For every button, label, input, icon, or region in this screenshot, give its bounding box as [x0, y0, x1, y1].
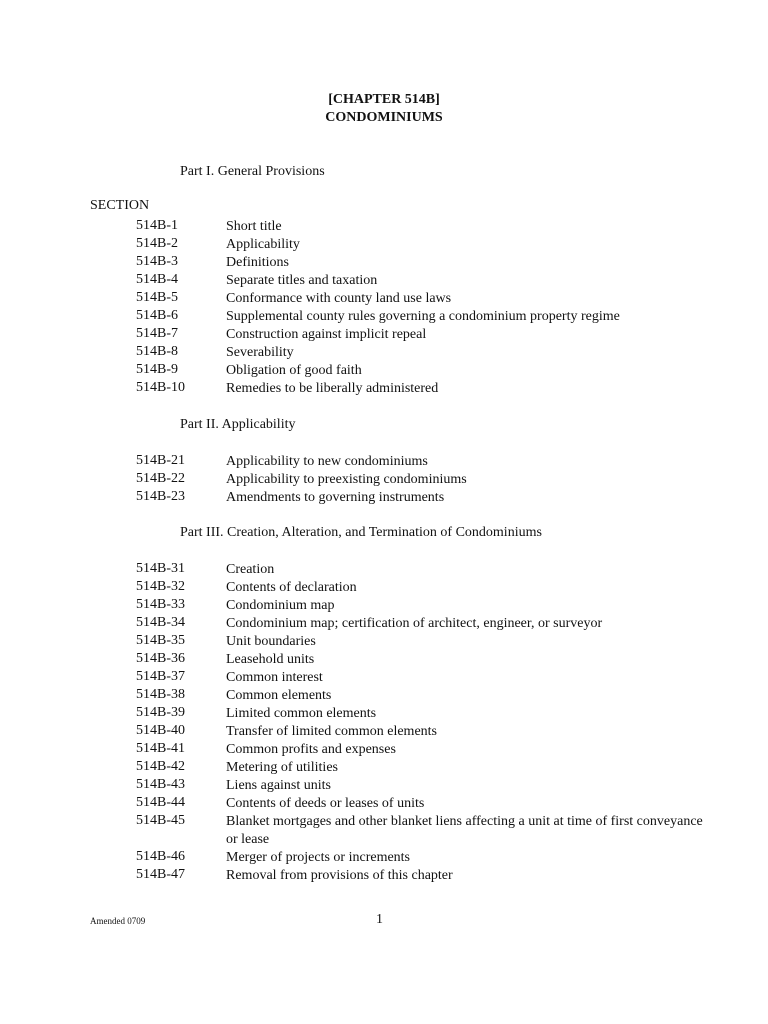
section-title: Contents of declaration: [226, 580, 357, 595]
section-title: Transfer of limited common elements: [226, 724, 437, 739]
list-item: [0, 218, 768, 236]
section-number: 514B-37: [136, 669, 185, 684]
list-item: [0, 326, 768, 344]
section-number: 514B-6: [136, 308, 178, 323]
section-number: 514B-36: [136, 651, 185, 666]
section-number: 514B-23: [136, 489, 185, 504]
section-number: 514B-38: [136, 687, 185, 702]
section-title: Leasehold units: [226, 652, 315, 667]
section-number: 514B-34: [136, 615, 185, 630]
amended-note: Amended 0709: [90, 916, 146, 926]
list-item: [0, 489, 768, 507]
section-title: Limited common elements: [226, 706, 377, 721]
section-number: 514B-39: [136, 705, 185, 720]
section-number: 514B-8: [136, 344, 178, 359]
section-title: Creation: [226, 562, 275, 577]
section-number: 514B-10: [136, 380, 185, 395]
section-label: SECTION: [90, 198, 150, 213]
list-item: [0, 741, 768, 759]
part-3-entries: [0, 561, 768, 885]
section-title: Merger of projects or increments: [226, 850, 411, 865]
section-title: Removal from provisions of this chapter: [226, 868, 453, 883]
list-item: [0, 362, 768, 380]
list-item: [0, 615, 768, 633]
section-title: Contents of deeds or leases of units: [226, 796, 425, 811]
list-item: [0, 795, 768, 813]
list-item: [0, 597, 768, 615]
section-number: 514B-32: [136, 579, 185, 594]
section-title: Common profits and expenses: [226, 742, 396, 757]
section-title: Applicability to preexisting condominiums: [226, 472, 467, 487]
section-number: 514B-45: [136, 813, 185, 828]
section-title: Conformance with county land use laws: [226, 291, 452, 306]
list-item: [0, 867, 768, 885]
part-1-heading: Part I. General Provisions: [180, 164, 325, 179]
part-2-heading: Part II. Applicability: [180, 417, 296, 432]
list-item: [0, 777, 768, 795]
section-title: Metering of utilities: [226, 760, 338, 775]
section-number: 514B-22: [136, 471, 185, 486]
section-title: Short title: [226, 219, 282, 234]
chapter-title: CONDOMINIUMS: [325, 110, 443, 125]
list-item: [0, 849, 768, 867]
section-number: 514B-3: [136, 254, 178, 269]
section-number: 514B-47: [136, 867, 185, 882]
list-item: [0, 344, 768, 362]
list-item: [0, 633, 768, 651]
list-item: [0, 813, 768, 849]
list-item: [0, 723, 768, 741]
section-title: Common interest: [226, 670, 323, 685]
section-number: 514B-5: [136, 290, 178, 305]
section-title: Applicability to new condominiums: [226, 454, 428, 469]
page-number: 1: [376, 912, 383, 927]
list-item: [0, 453, 768, 471]
part-1-entries: [0, 218, 768, 398]
section-number: 514B-43: [136, 777, 185, 792]
section-title: Separate titles and taxation: [226, 273, 378, 288]
section-title: Unit boundaries: [226, 634, 316, 649]
list-item: [0, 759, 768, 777]
list-item: [0, 651, 768, 669]
list-item: [0, 561, 768, 579]
section-number: 514B-9: [136, 362, 178, 377]
section-title: Blanket mortgages and other blanket liens affecting a unit at time of first conveyance or lease: [226, 814, 703, 847]
part-2-entries: [0, 453, 768, 507]
section-number: 514B-41: [136, 741, 185, 756]
section-title: Condominium map: [226, 598, 335, 613]
list-item: [0, 236, 768, 254]
section-number: 514B-7: [136, 326, 178, 341]
section-number: 514B-44: [136, 795, 185, 810]
section-number: 514B-33: [136, 597, 185, 612]
list-item: [0, 254, 768, 272]
list-item: [0, 272, 768, 290]
section-title: Definitions: [226, 255, 289, 270]
section-title: Liens against units: [226, 778, 331, 793]
section-title: Remedies to be liberally administered: [226, 381, 439, 396]
section-title: Applicability: [226, 237, 300, 252]
list-item: [0, 669, 768, 687]
section-number: 514B-1: [136, 218, 178, 233]
section-number: 514B-42: [136, 759, 185, 774]
section-number: 514B-21: [136, 453, 185, 468]
list-item: [0, 308, 768, 326]
list-item: [0, 579, 768, 597]
part-3-heading: Part III. Creation, Alteration, and Termination of Condominiums: [180, 525, 542, 540]
list-item: [0, 705, 768, 723]
section-number: 514B-31: [136, 561, 185, 576]
section-title: Obligation of good faith: [226, 363, 362, 378]
list-item: [0, 290, 768, 308]
list-item: [0, 380, 768, 398]
section-title: Amendments to governing instruments: [226, 490, 445, 505]
list-item: [0, 471, 768, 489]
section-number: 514B-4: [136, 272, 178, 287]
section-title: Severability: [226, 345, 294, 360]
section-number: 514B-35: [136, 633, 185, 648]
section-number: 514B-46: [136, 849, 185, 864]
chapter-label: [CHAPTER 514B]: [328, 92, 440, 107]
list-item: [0, 687, 768, 705]
section-title: Supplemental county rules governing a condominium property regime: [226, 309, 620, 324]
section-title: Common elements: [226, 688, 332, 703]
section-number: 514B-2: [136, 236, 178, 251]
section-title: Condominium map; certification of architect, engineer, or surveyor: [226, 616, 603, 631]
section-number: 514B-40: [136, 723, 185, 738]
section-title: Construction against implicit repeal: [226, 327, 427, 342]
